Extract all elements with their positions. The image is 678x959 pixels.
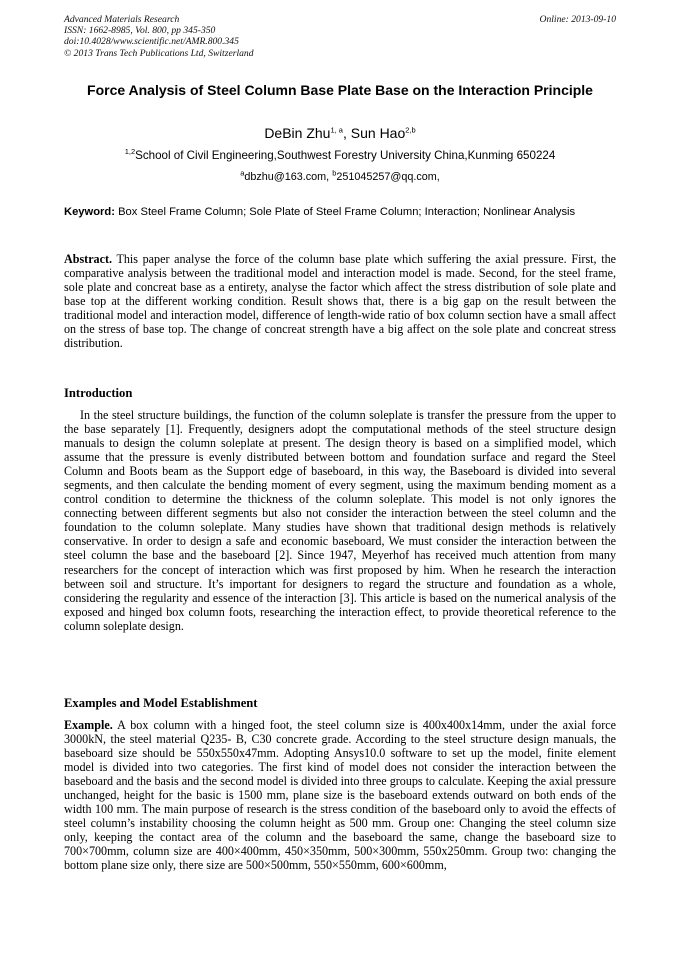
abstract-text: This paper analyse the force of the column base plate which suffering the axial pressure. First, the comparative analysis between the traditional model and interaction model is made. Second, for the steel frame, sole plate and concreat base as a entirety, analyse the factor which affect the stress distribution of sole plate and base top at the different working condition. Result shows that, there is a big gap on the result between the traditional model and interaction model, difference of length-wide ratio of box column section have a small affect on the stress of base top. The change of concreat strength have a big affect on the sole plate and concreat stress distribution. (64, 252, 616, 351)
example-text: A box column with a hinged foot, the steel column size is 400x400x14mm, under the axial force 3000kN, the steel material Q235- B, C30 concrete grade. According to the steel structure design manuals, the baseboard size should be 550x550x47mm. Adopting Ansys10.0 software to set up the model, finite element model is divided into two categories. The first kind of model does not consider the interaction between the baseboard and the basis and the second model is divided into three groups to calculate. Keeping the axial pressure unchanged, height for the basic is 1500 mm, plane size is the baseboard extends outward on both ends of the width 100 mm. The main purpose of research is the stress condition of the baseboard only to avoid the effects of steel column’s instability choosing the column height as 500 mm. Group one: Changing the steel column size only, keeping the contact area of the column and the baseboard the same, change the baseboard size to 700×700mm, column size are 400×400mm, 450×350mm, 500×300mm, 550x250mm. Group two: changing the bottom plane size only, there size are 500×500mm, 550×550mm, 600×600mm, (64, 718, 616, 873)
author-name: Sun Hao (350, 125, 406, 141)
section-heading-introduction: Introduction (64, 386, 133, 400)
author-emails (64, 170, 616, 184)
journal-name: Advanced Materials Research (64, 14, 180, 25)
journal-header (64, 14, 616, 59)
keywords (64, 205, 616, 219)
paper-title: Force Analysis of Steel Column Base Plate Base on the Interaction Principle (87, 82, 593, 98)
journal-doi: doi:10.4028/www.scientific.net/AMR.800.345 (64, 36, 239, 48)
email-link[interactable]: 251045257@qq.com, (336, 171, 440, 183)
abstract-label: Abstract. (64, 252, 113, 266)
author-separator: , (342, 125, 351, 141)
email-link[interactable]: dbzhu@163.com, (244, 171, 333, 183)
example-paragraph (64, 718, 616, 873)
affiliation-text: School of Civil Engineering,Southwest Forestry University China,Kunming 650224 (135, 149, 556, 162)
journal-issn: ISSN: 1662-8985, Vol. 800, pp 345-350 (64, 25, 216, 37)
introduction-paragraph: In the steel structure buildings, the function of the column soleplate is transfer the pressure from the upper to the base separately [1]. Frequently, designers adopt the computational methods of the steel structure design manuals to design the column soleplate at present. The design theory is based on a simplified model, which assume that the pressure is evenly distributed between bottom and foundation surface and regard the Steel Column and Boots beam as the Support edge of baseboard, in this way, the Baseboard is divided into several segments, and then calculate the bending moment of every segment, using the maximum bending moment as a control condition to determine the thickness of the column soleplate. This model is not only ignores the connecting between different segments but also not consider the interaction between the steel column and the foundation to the column soleplate. Many studies have shown that traditional design methods is relatively conservative. In order to design a safe and economic baseboard, We must consider the interaction between the steel column the base and the baseboard [2]. Since 1947, Meyerhof has received much attention from many researchers for the concept of interaction which was first proposed by him. When he research the interaction between soil and structure. It’s important for designers to regard the structure and foundation as a whole, considering the regularity and essence of the interaction [3]. This article is based on the numerical analysis of the exposed and hinged box column foots, researching the interaction effect, to provide theoretical reference to the column soleplate design. (64, 408, 616, 633)
keywords-text: Box Steel Frame Column; Sole Plate of Steel Frame Column; Interaction; Nonlinear Analysis (114, 206, 576, 218)
author-list (64, 124, 616, 142)
affiliation (64, 148, 616, 163)
author-affiliation-mark: 1, a (330, 125, 343, 135)
journal-copyright: © 2013 Trans Tech Publications Ltd, Switzerland (64, 47, 254, 59)
author-affiliation-mark: 2,b (405, 125, 416, 135)
email-mark: a (240, 168, 245, 178)
example-label: Example. (64, 718, 113, 732)
affiliation-mark: 1,2 (124, 147, 136, 157)
email-mark: b (332, 168, 337, 178)
author-name: DeBin Zhu (264, 125, 331, 141)
keywords-label: Keyword: (64, 206, 115, 218)
abstract (64, 252, 616, 350)
online-date: Online: 2013-09-10 (539, 14, 616, 25)
section-heading-examples: Examples and Model Establishment (64, 696, 258, 710)
